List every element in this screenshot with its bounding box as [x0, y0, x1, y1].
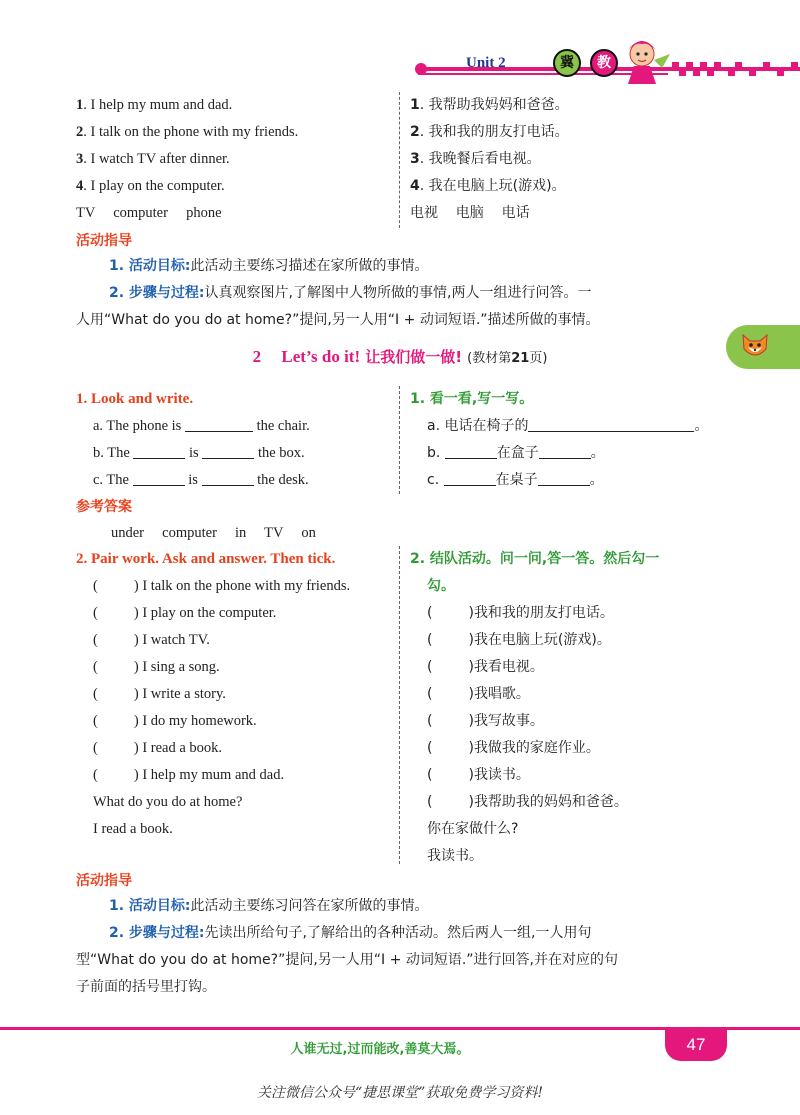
checker-decoration — [672, 62, 800, 76]
zh-sentence-3: 3. 我晚餐后看电视。 — [410, 151, 541, 167]
tick-item-en-4: ( ) I sing a song. — [93, 659, 220, 675]
answer-key-words: under computer in TV on — [111, 525, 316, 541]
blank-field[interactable] — [133, 472, 185, 486]
tick-item-en-8: ( ) I help my mum and dad. — [93, 767, 285, 783]
tick-box[interactable]: ( ) — [427, 632, 474, 648]
look-write-heading-zh: 1. 看一看,写一写。 — [410, 391, 534, 407]
publisher-badge-ji: 冀 — [553, 49, 581, 77]
blank-field[interactable] — [202, 472, 254, 486]
look-write-a-en: a. The phone is the chair. — [93, 418, 310, 434]
tick-item-en-6: ( ) I do my homework. — [93, 713, 257, 729]
guide-1-steps-line-1: 2. 步骤与过程:认真观察图片,了解图中人物所做的事情,两人一组进行问答。一 — [109, 285, 592, 301]
tick-item-zh-5: ( )我写故事。 — [427, 713, 544, 729]
reply-en: I read a book. — [93, 821, 173, 837]
column-divider-2 — [399, 386, 400, 494]
tick-box[interactable]: ( ) — [93, 686, 139, 702]
activity-guide-title-2: 活动指导 — [76, 873, 132, 889]
tick-item-zh-4: ( )我唱歌。 — [427, 686, 530, 702]
tick-box[interactable]: ( ) — [427, 740, 474, 756]
question-zh: 你在家做什么? — [427, 821, 519, 837]
blank-field[interactable] — [185, 418, 253, 432]
watermark-text: 关注微信公众号“捷思课堂”获取免费学习资料! — [257, 1085, 543, 1101]
tick-box[interactable]: ( ) — [427, 605, 474, 621]
en-sentence-4: 4. I play on the computer. — [76, 178, 225, 194]
en-word-list: TV computer phone — [76, 205, 222, 221]
en-sentence-2: 2. I talk on the phone with my friends. — [76, 124, 299, 140]
guide-2-steps-line-1: 2. 步骤与过程:先读出所给句子,了解给出的各种活动。然后两人一组,一人用句 — [109, 925, 592, 941]
tick-item-zh-1: ( )我和我的朋友打电话。 — [427, 605, 614, 621]
tick-box[interactable]: ( ) — [427, 767, 474, 783]
tick-item-zh-6: ( )我做我的家庭作业。 — [427, 740, 600, 756]
guide-2-goal: 1. 活动目标:此活动主要练习问答在家所做的事情。 — [109, 898, 429, 914]
zh-sentence-1: 1. 我帮助我妈妈和爸爸。 — [410, 97, 569, 113]
footer-motto: 人谁无过,过而能改,善莫大焉。 — [290, 1042, 470, 1057]
blank-field[interactable] — [202, 445, 254, 459]
en-sentence-3: 3. I watch TV after dinner. — [76, 151, 230, 167]
guide-2-steps-line-3: 子前面的括号里打钩。 — [76, 979, 216, 995]
en-sentence-1: 1. I help my mum and dad. — [76, 97, 233, 113]
publisher-badge-jiao: 教 — [590, 49, 618, 77]
look-write-heading-en: 1. Look and write. — [76, 391, 194, 407]
tick-box[interactable]: ( ) — [93, 578, 139, 594]
tick-item-zh-8: ( )我帮助我的妈妈和爸爸。 — [427, 794, 628, 810]
look-write-c-en: c. The is the desk. — [93, 472, 309, 488]
tick-box[interactable]: ( ) — [427, 686, 474, 702]
zh-sentence-4: 4. 我在电脑上玩(游戏)。 — [410, 178, 566, 194]
tick-box[interactable]: ( ) — [93, 632, 139, 648]
tick-box[interactable]: ( ) — [93, 605, 139, 621]
activity-guide-title-1: 活动指导 — [76, 233, 132, 249]
blank-field[interactable] — [133, 445, 185, 459]
look-write-c-zh: c. 在桌子 。 — [427, 472, 604, 488]
guide-1-steps-line-2: 人用“What do you do at home?”提问,另一人用“I + 动词短语.”描述所做的事情。 — [76, 312, 600, 328]
tick-item-zh-3: ( )我看电视。 — [427, 659, 544, 675]
question-en: What do you do at home? — [93, 794, 243, 810]
tick-box[interactable]: ( ) — [427, 713, 474, 729]
pair-work-heading-en: 2. Pair work. Ask and answer. Then tick. — [76, 551, 336, 567]
column-divider-3 — [399, 546, 400, 864]
activity-guide-2 — [76, 893, 726, 1001]
tick-box[interactable]: ( ) — [93, 740, 139, 756]
look-write-b-zh: b. 在盒子 。 — [427, 445, 605, 461]
blank-field[interactable] — [538, 472, 590, 486]
answer-key-title: 参考答案 — [76, 499, 132, 515]
tick-box[interactable]: ( ) — [427, 659, 474, 675]
tick-item-en-1: ( ) I talk on the phone with my friends. — [93, 578, 351, 594]
pair-work-heading-zh-1: 2. 结队活动。问一问,答一答。然后勾一 — [410, 551, 660, 567]
page-number: 47 — [665, 1029, 727, 1061]
look-write-b-en: b. The is the box. — [93, 445, 305, 461]
tick-item-en-7: ( ) I read a book. — [93, 740, 223, 756]
tick-box[interactable]: ( ) — [427, 794, 474, 810]
page-header — [0, 0, 800, 92]
zh-sentence-2: 2. 我和我的朋友打电话。 — [410, 124, 569, 140]
tick-item-en-2: ( ) I play on the computer. — [93, 605, 277, 621]
look-write-a-zh: a. 电话在椅子的 。 — [427, 418, 709, 434]
tick-item-en-5: ( ) I write a story. — [93, 686, 226, 702]
pair-work-heading-zh-2: 勾。 — [427, 578, 455, 594]
blank-field[interactable] — [445, 445, 497, 459]
tick-item-zh-7: ( )我读书。 — [427, 767, 530, 783]
unit-label: Unit 2 — [466, 55, 506, 71]
reply-zh: 我读书。 — [427, 848, 483, 864]
column-divider-1 — [399, 92, 400, 228]
blank-field[interactable] — [528, 418, 694, 432]
tick-box[interactable]: ( ) — [93, 713, 139, 729]
fairy-mascot-icon — [618, 34, 672, 88]
tick-item-en-3: ( ) I watch TV. — [93, 632, 210, 648]
guide-1-goal: 1. 活动目标:此活动主要练习描述在家所做的事情。 — [109, 258, 429, 274]
tick-box[interactable]: ( ) — [93, 767, 139, 783]
zh-word-list: 电视 电脑 电话 — [410, 205, 530, 221]
blank-field[interactable] — [444, 472, 496, 486]
guide-2-steps-line-2: 型“What do you do at home?”提问,另一人用“I + 动词短语.”进行回答,并在对应的句 — [76, 952, 618, 968]
tick-box[interactable]: ( ) — [93, 659, 139, 675]
activity-guide-1 — [76, 253, 726, 334]
section-heading: 2 Let’s do it! 让我们做一做! (教材第21页) — [252, 347, 548, 366]
blank-field[interactable] — [539, 445, 591, 459]
tick-item-zh-2: ( )我在电脑上玩(游戏)。 — [427, 632, 611, 648]
